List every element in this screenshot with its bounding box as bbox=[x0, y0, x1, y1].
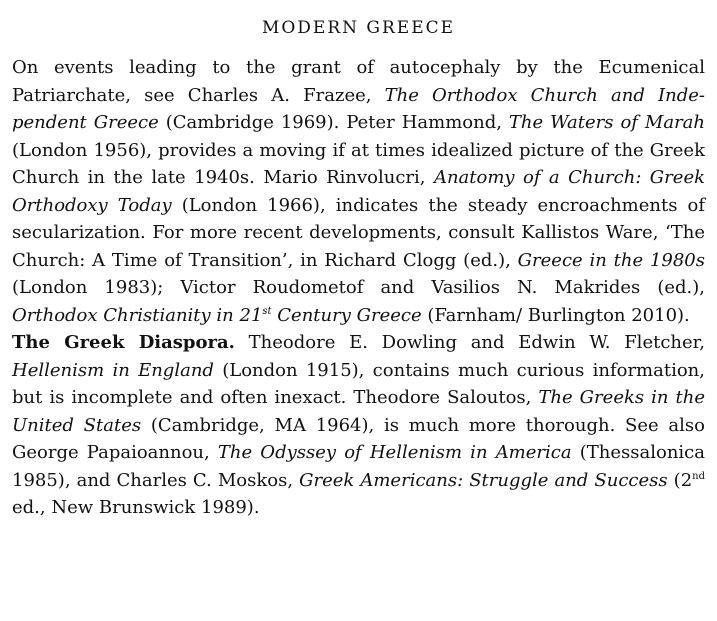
text-span: (London 1956), provides a moving if at times idealized picture of the Greek Church in the late 1940s. Mario Rinvolucri, bbox=[12, 139, 705, 188]
text-span: (Farnham/ Burlington 2010). bbox=[421, 304, 690, 326]
book-title: Hellenism in England bbox=[12, 359, 214, 381]
text-span: (London 1915), contains much curious information, but is incomplete and often inexact. Theodore Saloutos, bbox=[12, 359, 705, 408]
book-title-part: Orthodox Christianity in 21 bbox=[12, 304, 263, 326]
book-title: The Odyssey of Hellenism in America bbox=[217, 442, 572, 463]
running-head: MODERN GREECE bbox=[261, 18, 456, 38]
text-span: On events leading to the grant of autocephaly by the Ecumenical Patriarchate, see Charles A. Frazee, bbox=[12, 57, 705, 106]
book-title bbox=[12, 305, 422, 326]
paragraph-greek-diaspora bbox=[12, 329, 705, 522]
text-span: (Cambridge 1969). Peter Hammond, bbox=[158, 112, 509, 133]
text-span: (Thessalonica 1985), and Charles C. Moskos, bbox=[12, 442, 705, 491]
book-title-part: Century Greece bbox=[271, 304, 422, 326]
book-title: Anatomy of a Church: Greek Orthodoxy Today bbox=[12, 167, 705, 216]
book-title: The Orthodox Church and Independent Greece bbox=[12, 84, 705, 133]
text-span: Theodore E. Dowling and Edwin W. Fletcher, bbox=[234, 332, 705, 353]
text-span: ed., New Brunswick 1989). bbox=[12, 497, 260, 518]
ordinal-suffix: nd bbox=[692, 470, 705, 482]
text-span: (London 1983); Victor Roudometof and Vasilios N. Makrides (ed.), bbox=[12, 277, 705, 298]
text-span: (Cambridge, MA 1964), is much more thorough. See also George Papaioannou, bbox=[12, 414, 705, 463]
book-title: Greece in the 1980s bbox=[517, 249, 705, 271]
paragraph-autocephaly bbox=[12, 54, 705, 329]
ordinal-suffix: st bbox=[262, 305, 272, 317]
book-title: Greek Americans: Struggle and Success bbox=[299, 469, 668, 491]
text-span: (London 1966), indicates the steady encroachments of secularization. For more recent developments, consult Kallistos Ware, ‘The Church: A Time of Transition’, in Richard Clogg (ed.), bbox=[12, 194, 705, 271]
text-span: (2 bbox=[667, 469, 693, 491]
book-title: The Waters of Marah bbox=[508, 112, 706, 133]
section-heading: The Greek Diaspora. bbox=[12, 332, 235, 353]
book-title: The Greeks in the United States bbox=[12, 387, 705, 436]
